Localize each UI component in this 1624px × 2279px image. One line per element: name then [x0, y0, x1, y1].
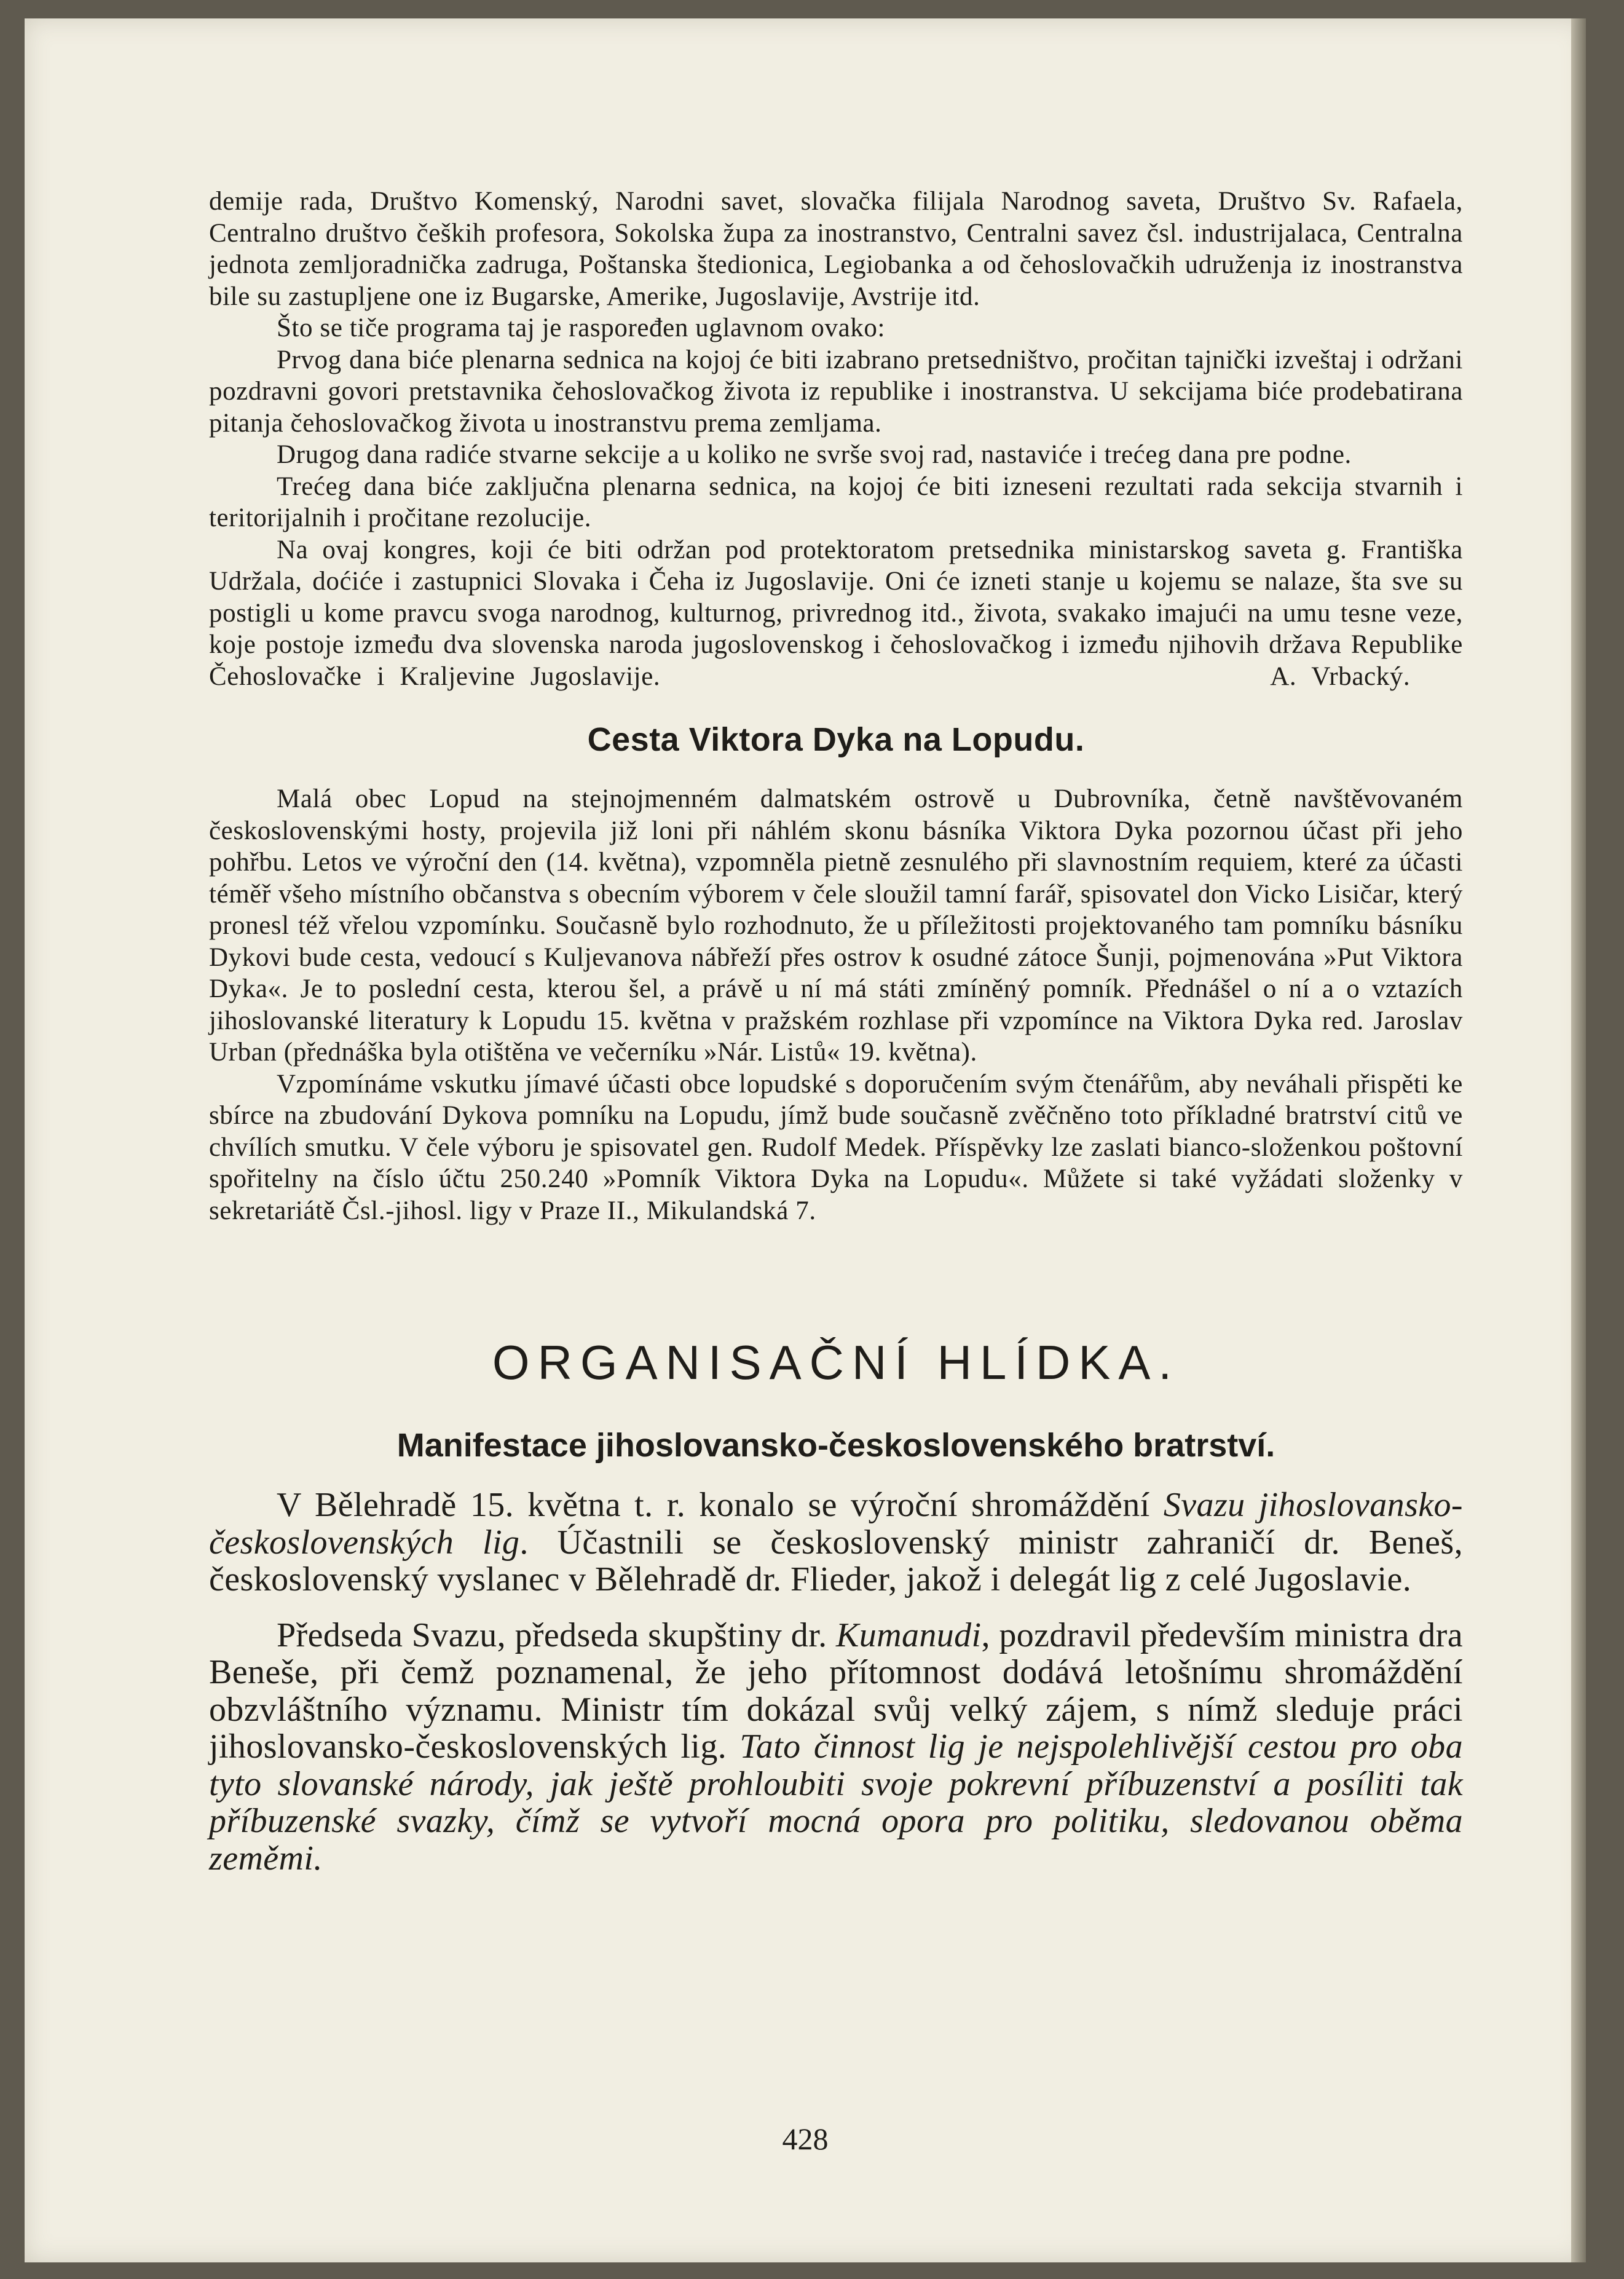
page-number: 428 — [782, 2122, 829, 2156]
paragraph: Drugog dana radiće stvarne sekcije a u koliko ne svrše svoj rad, nastaviće i trećeg dana pre podne. — [277, 440, 1352, 469]
italic-text-run: Svazu jihoslovansko-československých lig — [209, 1486, 1463, 1562]
text-run: . Účastnili se československý ministr zahraničí dr. Beneš, československý vyslanec v Bělehradě dr. Flieder, jakož i delegát lig z celé Jugoslavie. — [209, 1523, 1463, 1598]
paragraph — [209, 1487, 1463, 1598]
text-run: , pozdravil především ministra dra Beneše, při čemž poznamenal, že jeho přítomnost dodává letošnímu shromáždění obzvláštního významu. Ministr tím dokázal svůj velký zájem, s nímž sleduje práci jihoslovansko-československých lig. — [209, 1616, 1463, 1766]
italic-text-run: Kumanudi — [835, 1616, 982, 1654]
article-title: Cesta Viktora Dyka na Lopudu. — [587, 721, 1085, 758]
paragraph: Prvog dana biće plenarna sednica na kojoj će biti izabrano pretsedništvo, pročitan tajnički izveštaj i održani pozdravni govori pretstavnika čehoslovačkog života iz republike i inostranstva. U sekcijama biće prodebatirana pitanja čehoslovačkog života u inostranstvu prema zemljama. — [209, 345, 1463, 438]
manifestation-article — [209, 1487, 1463, 1877]
section-heading: ORGANISAČNÍ HLÍDKA. — [492, 1335, 1180, 1389]
congress-article — [209, 186, 1463, 692]
paragraph: Vzpomínáme vskutku jímavé účasti obce lopudské s doporučením svým čtenářům, aby neváhali přispěti ke sbírce na zbudování Dykova pomníku na Lopudu, jímž bude současně zvěčněno toto příkladné bratrství citů ve chvílích smutku. V čele výboru je spisovatel gen. Rudolf Medek. Příspěvky lze zaslati bianco-složenkou poštovní spořitelny na číslo účtu 250.240 »Pomník Viktora Dyka na Lopudu«. Můžete si také vyžádati složenky v sekretariátě Čsl.-jihosl. ligy v Praze II., Mikulandská 7. — [209, 1069, 1463, 1225]
paragraph: Trećeg dana biće zaključna plenarna sednica, na kojoj će biti izneseni rezultati rada sekcija stvarnih i teritorijalnih i pročitane rezolucije. — [209, 472, 1463, 532]
section-subtitle: Manifestace jihoslovansko-československého bratrství. — [396, 1427, 1275, 1464]
italic-text-run: Tato činnost lig je nejspolehlivější cestou pro oba tyto slovanské národy, jak ještě prohloubiti svoje pokrevní příbuzenství a posíliti tak příbuzenské svazky, čímž se vytvoří mocná opora pro politiku, sledovanou oběma zeměmi. — [209, 1728, 1463, 1878]
text-run: Předseda Svazu, předseda skupštiny dr. — [277, 1616, 836, 1654]
page — [25, 18, 1586, 2262]
paragraph: demije rada, Društvo Komenský, Narodni savet, slovačka filijala Narodnog saveta, Društvo Sv. Rafaela, Centralno društvo čeških profesora, Sokolska župa za inostranstvo, Centralni savez čsl. industrijalaca, Centralna jednota zemljoradnička zadruga, Poštanska štedionica, Legiobanka a od čehoslovačkih udruženja iz inostranstva bile su zastupljene one iz Bugarske, Amerike, Jugoslavije, Avstrije itd. — [209, 187, 1463, 311]
page-content — [209, 186, 1463, 1877]
page-binding-edge — [1571, 18, 1586, 2262]
author-signature: A. Vrbacký. — [1270, 662, 1411, 691]
paragraph: Što se tiče programa taj je raspoređen uglavnom ovako: — [277, 314, 886, 342]
paragraph — [209, 1617, 1463, 1878]
paragraph: Malá obec Lopud na stejnojmenném dalmatském ostrově u Dubrovníka, četně navštěvovaném československými hosty, projevila již loni při náhlém skonu básníka Viktora Dyka pozornou účast při jeho pohřbu. Letos ve výroční den (14. května), vzpomněla pietně zesnulého při slavnostním requiem, které za účasti téměř všeho místního občanstva s obecním výborem v čele sloužil tamní farář, spisovatel don Vicko Lisičar, který pronesl též vřelou vzpomínku. Současně bylo rozhodnuto, že u příležitosti projektovaného tam pomníku básníku Dykovi bude cesta, vedoucí s Kuljevanova nábřeží přes ostrov k osudné zátoce Šunji, pojmenována »Put Viktora Dyka«. Je to poslední cesta, kterou šel, a právě u ní má státi zmíněný pomník. Přednášel o ní a o vztazích jihoslovanské literatury k Lopudu 15. května v pražském rozhlase při vzpomínce na Viktora Dyka red. Jaroslav Urban (přednáška byla otištěna ve večerníku »Nár. Listů« 19. května). — [209, 784, 1463, 1067]
paragraph-with-signature — [209, 534, 1463, 693]
dyk-article — [209, 783, 1463, 1226]
paragraph-text: Na ovaj kongres, koji će biti održan pod protektoratom pretsednika ministarskog saveta g. Františka Udržala, doćiće i zastupnici Slovaka i Čeha iz Jugoslavije. Oni će izneti stanje u kojemu se nalaze, šta sve su postigli u kome pravcu svoga narodnog, kulturnog, privrednog itd., života, svakako imajući na umu tesne veze, koje postoje između dva slovenska naroda jugoslovenskog i čehoslovačkog i između njihovih država Republike Čehoslovačke i Kraljevine Jugoslavije. — [209, 535, 1463, 691]
text-run: V Bělehradě 15. května t. r. konalo se výroční shromáždění — [277, 1486, 1164, 1524]
